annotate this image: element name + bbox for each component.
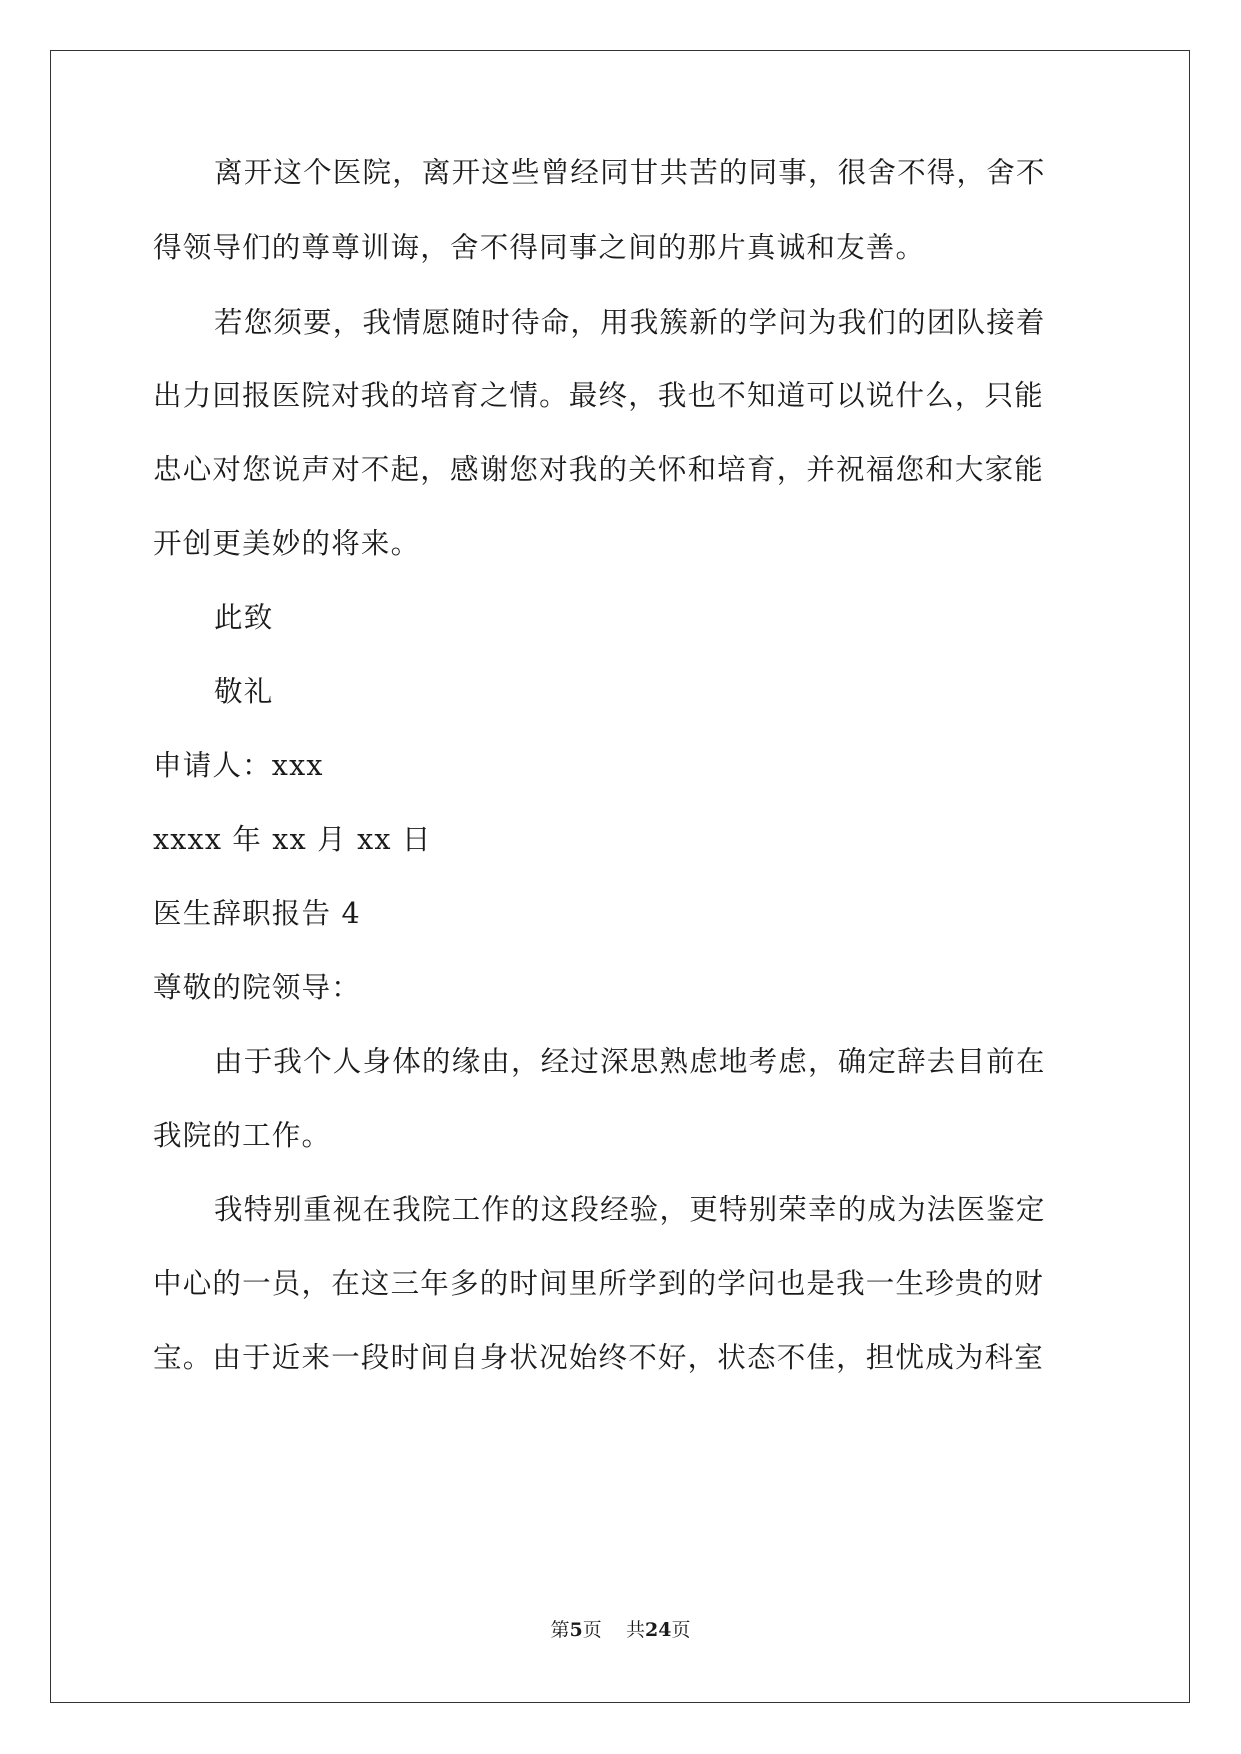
- footer-page-prefix: 第: [550, 1619, 570, 1641]
- paragraph-line: 离开这个医院，离开这些曾经同甘共苦的同事，很舍不得，舍不: [214, 156, 1046, 189]
- footer-page-suffix: 页: [582, 1619, 602, 1641]
- paragraph-line: 得领导们的尊尊训诲，舍不得同事之间的那片真诚和友善。: [153, 231, 926, 264]
- applicant-line: 申请人：xxx: [153, 749, 324, 782]
- closing-line: 敬礼: [214, 675, 274, 708]
- paragraph-line: 忠心对您说声对不起，感谢您对我的关怀和培育，并祝福您和大家能: [153, 453, 1045, 486]
- paragraph-line: 宝。由于近来一段时间自身状况始终不好，状态不佳，担忧成为科室: [153, 1341, 1045, 1374]
- page-footer: [0, 1617, 1241, 1643]
- paragraph-line: 我特别重视在我院工作的这段经验，更特别荣幸的成为法医鉴定: [214, 1193, 1046, 1226]
- footer-total-prefix: 共: [625, 1619, 645, 1641]
- paragraph-line: 开创更美妙的将来。: [153, 527, 421, 560]
- footer-total-pages: 24: [644, 1619, 672, 1641]
- paragraph-line: 出力回报医院对我的培育之情。最终，我也不知道可以说什么，只能: [153, 379, 1045, 412]
- footer-page-number: 5: [569, 1619, 583, 1641]
- paragraph-line: 若您须要，我情愿随时待命，用我簇新的学问为我们的团队接着: [214, 306, 1046, 339]
- paragraph-line: 由于我个人身体的缘由，经过深思熟虑地考虑，确定辞去目前在: [214, 1045, 1046, 1078]
- section-title: 医生辞职报告 4: [153, 897, 361, 930]
- page-border: [50, 50, 1190, 1703]
- salutation: 尊敬的院领导：: [153, 971, 361, 1004]
- footer-total-suffix: 页: [671, 1619, 691, 1641]
- paragraph-line: 中心的一员，在这三年多的时间里所学到的学问也是我一生珍贵的财: [153, 1267, 1045, 1300]
- closing-line: 此致: [214, 601, 274, 634]
- date-line: xxxx 年 xx 月 xx 日: [153, 823, 432, 856]
- paragraph-line: 我院的工作。: [153, 1119, 332, 1152]
